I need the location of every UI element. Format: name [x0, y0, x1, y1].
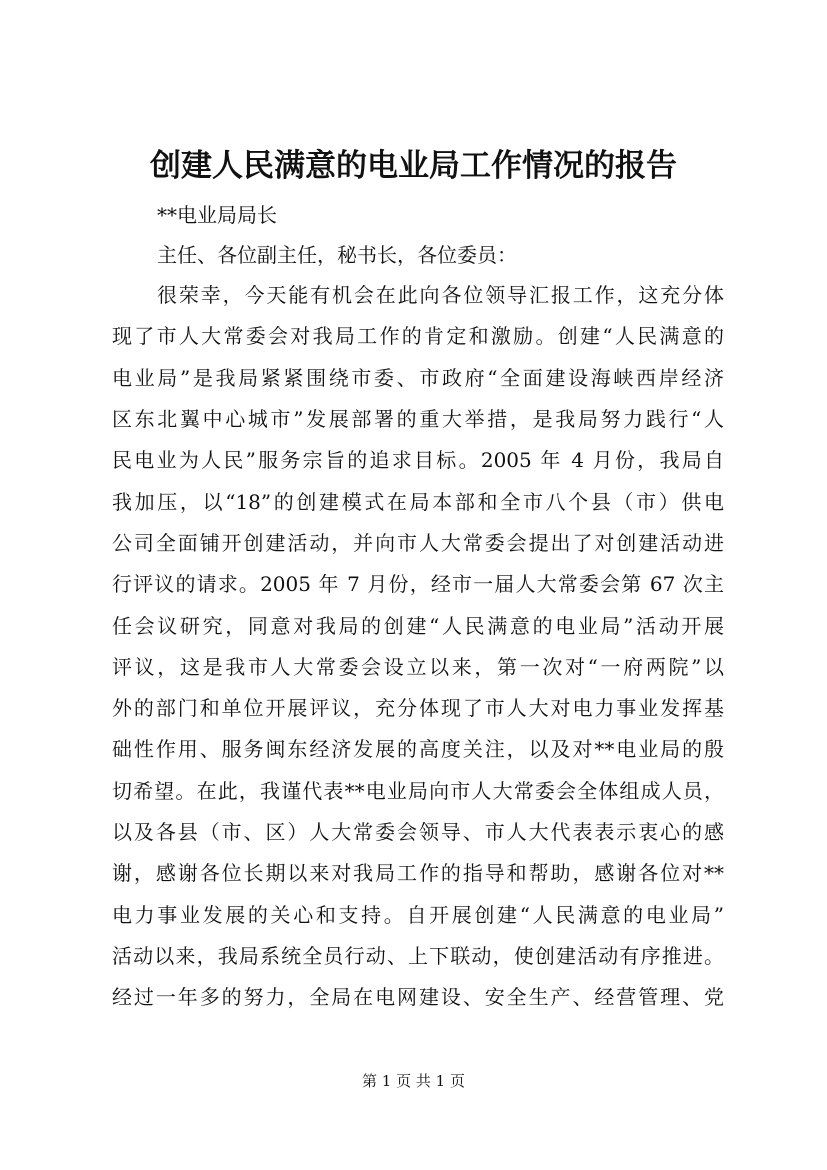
salutation-line: 主任、各位副主任，秘书长，各位委员： [157, 243, 517, 267]
body-paragraph-line: 经过一年多的努力，全局在电网建设、安全生产、经营管理、党 [112, 985, 724, 1009]
body-paragraph-line: 行评议的请求。2005 年 7 月份，经市一届人大常委会第 67 次主 [112, 572, 724, 596]
body-paragraph-line: 电业局”是我局紧紧围绕市委、市政府“全面建设海峡西岸经济 [112, 366, 724, 390]
author-line: **电业局局长 [157, 203, 277, 227]
body-paragraph-line: 谢，感谢各位长期以来对我局工作的指导和帮助，感谢各位对** [112, 861, 724, 885]
page-number-footer: 第 1 页 共 1 页 [362, 1072, 465, 1090]
body-paragraph-line: 评议，这是我市人大常委会设立以来，第一次对“一府两院”以 [112, 655, 724, 679]
body-paragraph-line: 础性作用、服务闽东经济发展的高度关注，以及对**电业局的殷 [112, 737, 724, 761]
body-paragraph-line: 区东北翼中心城市”发展部署的重大举措，是我局努力践行“人 [112, 407, 724, 431]
body-paragraph-line: 以及各县（市、区）人大常委会领导、市人大代表表示衷心的感 [112, 820, 724, 844]
body-paragraph-line: 现了市人大常委会对我局工作的肯定和激励。创建“人民满意的 [112, 324, 724, 348]
body-paragraph-line: 民电业为人民”服务宗旨的追求目标。2005 年 4 月份，我局自 [112, 448, 724, 472]
body-paragraph-line: 任会议研究，同意对我局的创建“人民满意的电业局”活动开展 [112, 614, 724, 638]
body-paragraph-line: 公司全面铺开创建活动，并向市人大常委会提出了对创建活动进 [112, 531, 724, 555]
body-paragraph-line: 活动以来，我局系统全员行动、上下联动，使创建活动有序推进。 [112, 944, 724, 968]
body-paragraph-line: 很荣幸，今天能有机会在此向各位领导汇报工作，这充分体 [157, 283, 724, 307]
body-paragraph-line: 我加压，以“18”的创建模式在局本部和全市八个县（市）供电 [112, 490, 724, 514]
body-paragraph-line: 电力事业发展的关心和支持。自开展创建“人民满意的电业局” [112, 903, 724, 927]
body-paragraph-line: 外的部门和单位开展评议，充分体现了市人大对电力事业发挥基 [112, 696, 724, 720]
document-title: 创建人民满意的电业局工作情况的报告 [150, 148, 677, 184]
body-paragraph-line: 切希望。在此，我谨代表**电业局向市人大常委会全体组成人员， [112, 779, 724, 803]
